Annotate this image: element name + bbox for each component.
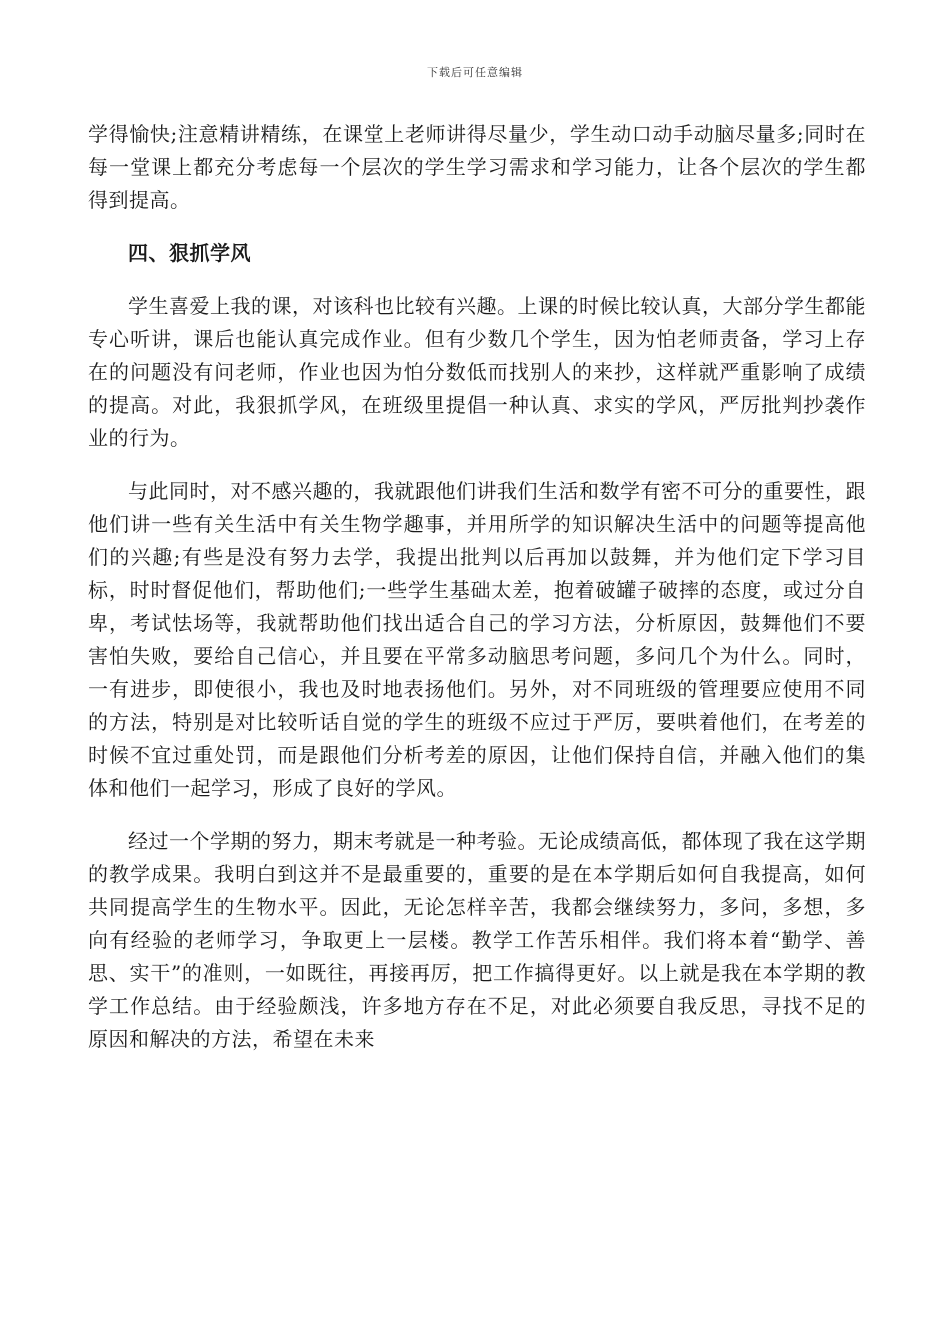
section-heading: 四、狠抓学风 — [128, 241, 251, 265]
document-body — [88, 118, 866, 1056]
page-header: 下载后可任意编辑 — [427, 66, 523, 79]
paragraph: 学生喜爱上我的课，对该科也比较有兴趣。上课的时候比较认真，大部分学生都能专心听讲，课后也能认真完成作业。但有少数几个学生，因为怕老师责备，学习上存在的问题没有问老师，作业也因为怕分数低而找别人的来抄，这样就严重影响了成绩的提高。对此，我狠抓学风，在班级里提倡一种认真、求实的学风，严厉批判抄袭作业的行为。 — [88, 294, 866, 450]
paragraph-continuation: 学得愉快;注意精讲精练，在课堂上老师讲得尽量少，学生动口动手动脑尽量多;同时在每一堂课上都充分考虑每一个层次的学生学习需求和学习能力，让各个层次的学生都得到提高。 — [88, 122, 866, 212]
paragraph: 与此同时，对不感兴趣的，我就跟他们讲我们生活和数学有密不可分的重要性，跟他们讲一些有关生活中有关生物学趣事，并用所学的知识解决生活中的问题等提高他们的兴趣;有些是没有努力去学，我提出批判以后再加以鼓舞，并为他们定下学习目标，时时督促他们，帮助他们;一些学生基础太差，抱着破罐子破摔的态度，或过分自卑，考试怯场等，我就帮助他们找出适合自己的学习方法，分析原因，鼓舞他们不要害怕失败，要给自己信心，并且要在平常多动脑思考问题，多问几个为什么。同时，一有进步，即使很小，我也及时地表扬他们。另外，对不同班级的管理要应使用不同的方法，特别是对比较听话自觉的学生的班级不应过于严厉，要哄着他们，在考差的时候不宜过重处罚，而是跟他们分析考差的原因，让他们保持自信，并融入他们的集体和他们一起学习，形成了良好的学风。 — [88, 479, 866, 800]
paragraph: 经过一个学期的努力，期末考就是一种考验。无论成绩高低，都体现了我在这学期的教学成果。我明白到这并不是最重要的，重要的是在本学期后如何自我提高，如何共同提高学生的生物水平。因此，无论怎样辛苦，我都会继续努力，多问，多想，多向有经验的老师学习，争取更上一层楼。教学工作苦乐相伴。我们将本着“勤学、善思、实干”的准则，一如既往，再接再厉，把工作搞得更好。以上就是我在本学期的教学工作总结。由于经验颇浅，许多地方存在不足，对此必须要自我反思，寻找不足的原因和解决的方法，希望在未来 — [88, 829, 866, 1051]
